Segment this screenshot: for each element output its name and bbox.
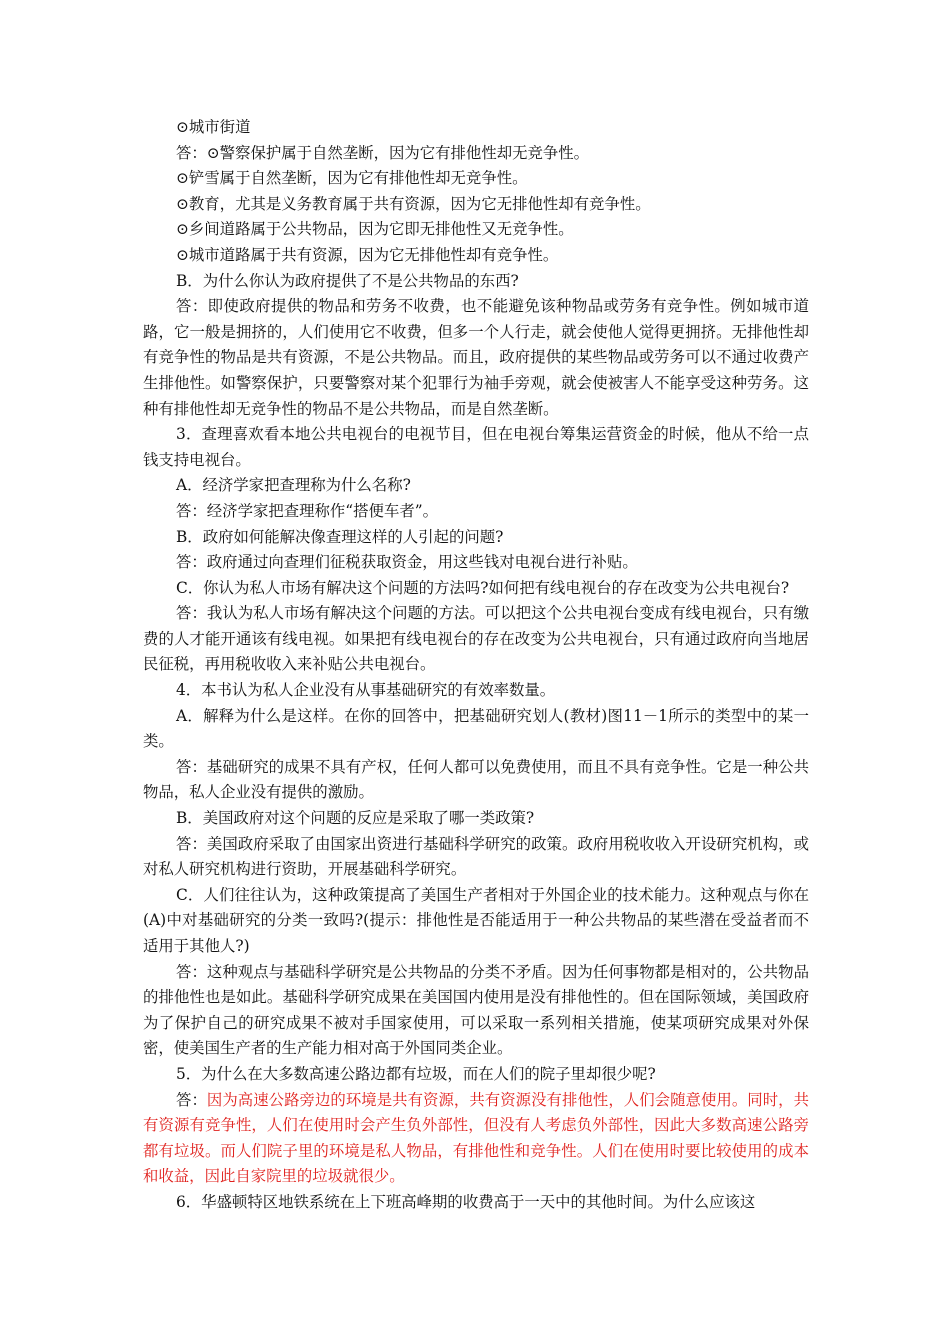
paragraph: B．为什么你认为政府提供了不是公共物品的东西? — [176, 271, 519, 290]
paragraph: ⊙乡间道路属于公共物品，因为它即无排他性又无竞争性。 — [176, 220, 574, 239]
document-body — [143, 115, 809, 1216]
paragraph: C．人们往往认为，这种政策提高了美国生产者相对于外国企业的技术能力。这种观点与你在(A)中对基础研究的分类一致吗?(提示：排他性是否能适用于一种公共物品的某些潜在受益者而不适用于其他人?) — [143, 885, 809, 955]
paragraph: B．美国政府对这个问题的反应是采取了哪一类政策? — [176, 809, 535, 828]
highlighted-answer-text: 因为高速公路旁边的环境是共有资源，共有资源没有排他性，人们会随意使用。同时，共有资源有竞争性，人们在使用时会产生负外部性，但没有人考虑负外部性，因此大多数高速公路旁都有垃圾。而人们院子里的环境是私人物品，有排他性和竞争性。人们在使用时要比较使用的成本和收益，因此自家院里的垃圾就很少。 — [143, 1090, 809, 1186]
paragraph: 6．华盛顿特区地铁系统在上下班高峰期的收费高于一天中的其他时间。为什么应该这 — [176, 1192, 756, 1211]
paragraph: ⊙城市道路属于共有资源，因为它无排他性却有竞争性。 — [176, 245, 559, 264]
paragraph: ⊙铲雪属于自然垄断，因为它有排他性却无竞争性。 — [176, 169, 528, 188]
paragraph: 答：美国政府采取了由国家出资进行基础科学研究的政策。政府用税收收入开设研究机构，或对私人研究机构进行资助，开展基础科学研究。 — [143, 834, 809, 879]
paragraph: ⊙城市街道 — [176, 118, 251, 136]
paragraph: B．政府如何能解决像查理这样的人引起的问题? — [176, 527, 504, 546]
paragraph: 答：政府通过向查理们征税获取资金，用这些钱对电视台进行补贴。 — [176, 553, 638, 572]
paragraph: 答：经济学家把查理称作“搭便车者”。 — [176, 501, 438, 520]
paragraph: 4．本书认为私人企业没有从事基础研究的有效率数量。 — [176, 681, 556, 700]
paragraph: 答：这种观点与基础科学研究是公共物品的分类不矛盾。因为任何事物都是相对的，公共物品的排他性也是如此。基础科学研究成果在美国国内使用是没有排他性的。但在国际领域，美国政府为了保护自己的研究成果不被对手国家使用，可以采取一系列相关措施，使某项研究成果对外保密，使美国生产者的生产能力相对高于外国同类企业。 — [143, 962, 809, 1058]
answer-prefix: 答： — [176, 1090, 207, 1109]
paragraph: C．你认为私人市场有解决这个问题的方法吗?如何把有线电视台的存在改变为公共电视台? — [176, 578, 790, 597]
paragraph: A．解释为什么是这样。在你的回答中，把基础研究划人(教材)图11－1所示的类型中的某一类。 — [143, 706, 809, 751]
paragraph: 答：基础研究的成果不具有产权，任何人都可以免费使用，而且不具有竞争性。它是一种公共物品，私人企业没有提供的激励。 — [143, 757, 809, 802]
paragraph: 答：我认为私人市场有解决这个问题的方法。可以把这个公共电视台变成有线电视台，只有缴费的人才能开通该有线电视。如果把有线电视台的存在改变为公共电视台，只有通过政府向当地居民征税，再用税收收入来补贴公共电视台。 — [143, 604, 809, 674]
paragraph: ⊙教育，尤其是义务教育属于共有资源，因为它无排他性却有竞争性。 — [176, 194, 651, 213]
paragraph: 5．为什么在大多数高速公路边都有垃圾，而在人们的院子里却很少呢? — [176, 1064, 656, 1083]
paragraph: 答：⊙警察保护属于自然垄断，因为它有排他性却无竞争性。 — [176, 143, 590, 162]
paragraph: A．经济学家把查理称为什么名称? — [176, 476, 411, 495]
paragraph-highlighted-answer — [143, 1088, 809, 1190]
paragraph: 答：即使政府提供的物品和劳务不收费，也不能避免该种物品或劳务有竞争性。例如城市道路，它一般是拥挤的，人们使用它不收费，但多一个人行走，就会使他人觉得更拥挤。无排他性却有竞争性的物品是共有资源，不是公共物品。而且，政府提供的某些物品或劳务可以不通过收费产生排他性。如警察保护，只要警察对某个犯罪行为袖手旁观，就会使被害人不能享受这种劳务。这种有排他性却无竞争性的物品不是公共物品，而是自然垄断。 — [143, 297, 809, 418]
paragraph: 3．查理喜欢看本地公共电视台的电视节目，但在电视台筹集运营资金的时候，他从不给一点钱支持电视台。 — [143, 425, 809, 469]
